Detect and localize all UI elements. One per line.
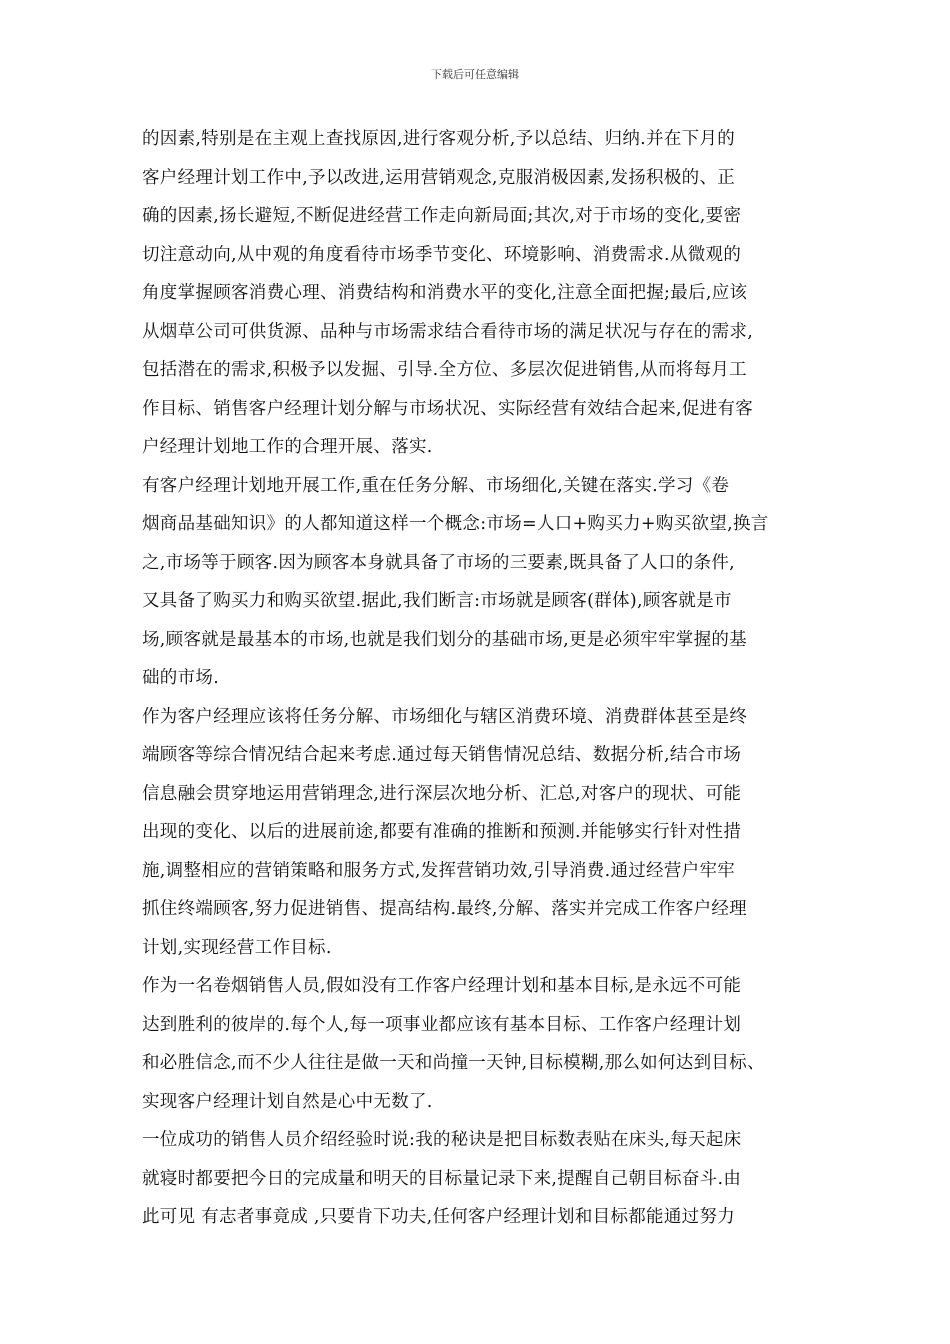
text-line: 出现的变化、以后的进展前途,都要有准确的推断和预测.并能够实行针对性措 — [142, 822, 742, 842]
text-line: 之,市场等于顾客.因为顾客本身就具备了市场的三要素,既具备了人口的条件, — [142, 552, 736, 573]
page-header: 下载后可任意编辑 — [431, 68, 519, 81]
text-line: 作目标、销售客户经理计划分解与市场状况、实际经营有效结合起来,促进有客 — [142, 398, 754, 419]
text-line: 端顾客等综合情况结合起来考虑.通过每天销售情况总结、数据分析,结合市场 — [142, 745, 742, 765]
text-line: 实现客户经理计划自然是心中无数了. — [142, 1091, 433, 1112]
text-line: 切注意动向,从中观的角度看待市场季节变化、环境影响、消费需求.从微观的 — [142, 244, 742, 265]
document-body — [142, 120, 810, 1237]
text-line: 就寝时都要把今日的完成量和明天的目标量记录下来,提醒自己朝目标奋斗.由 — [142, 1168, 742, 1189]
text-line: 作为客户经理应该将任务分解、市场细化与辖区消费环境、消费群体甚至是终 — [142, 706, 748, 727]
text-line: 础的市场. — [142, 668, 220, 688]
text-line: 确的因素,扬长避短,不断促进经营工作走向新局面;其次,对于市场的变化,要密 — [142, 206, 742, 226]
text-line: 角度掌握顾客消费心理、消费结构和消费水平的变化,注意全面把握;最后,应该 — [142, 283, 748, 303]
text-line: 有客户经理计划地开展工作,重在任务分解、市场细化,关键在落实.学习《卷 — [142, 475, 730, 496]
text-line: 的因素,特别是在主观上查找原因,进行客观分析,予以总结、归纳.并在下月的 — [142, 129, 736, 149]
text-line: 抓住终端顾客,努力促进销售、提高结构.最终,分解、落实并完成工作客户经理 — [142, 899, 747, 919]
text-line: 达到胜利的彼岸的.每个人,每一项事业都应该有基本目标、工作客户经理计划 — [142, 1014, 742, 1035]
text-line: 此可见 有志者事竟成 ,只要肯下功夫,任何客户经理计划和目标都能通过努力 — [142, 1207, 736, 1227]
text-line: 信息融会贯穿地运用营销理念,进行深层次地分析、汇总,对客户的现状、可能 — [142, 783, 742, 804]
text-line: 客户经理计划工作中,予以改进,运用营销观念,克服消极因素,发扬积极的、正 — [142, 167, 736, 188]
text-line: 从烟草公司可供货源、品种与市场需求结合看待市场的满足状况与存在的需求, — [142, 321, 754, 342]
text-line: 施,调整相应的营销策略和服务方式,发挥营销功效,引导消费.通过经营户牢牢 — [142, 860, 736, 881]
text-line: 作为一名卷烟销售人员,假如没有工作客户经理计划和基本目标,是永远不可能 — [142, 976, 742, 996]
text-line: 计划,实现经营工作目标. — [142, 937, 332, 958]
text-line: 一位成功的销售人员介绍经验时说:我的秘诀是把目标数表贴在床头,每天起床 — [142, 1130, 742, 1150]
text-line: 和必胜信念,而不少人往往是做一天和尚撞一天钟,目标模糊,那么如何达到目标、 — [142, 1053, 765, 1073]
text-line: 包括潜在的需求,积极予以发掘、引导.全方位、多层次促进销售,从而将每月工 — [142, 360, 747, 380]
text-line: 场,顾客就是最基本的市场,也就是我们划分的基础市场,更是必须牢牢掌握的基 — [142, 629, 747, 650]
text-line: 烟商品基础知识》的人都知道这样一个概念:市场=人口+购买力+购买欲望,换言 — [142, 514, 769, 534]
text-line: 户经理计划地工作的合理开展、落实. — [142, 437, 433, 457]
text-line: 又具备了购买力和购买欲望.据此,我们断言:市场就是顾客(群体),顾客就是市 — [142, 591, 732, 611]
